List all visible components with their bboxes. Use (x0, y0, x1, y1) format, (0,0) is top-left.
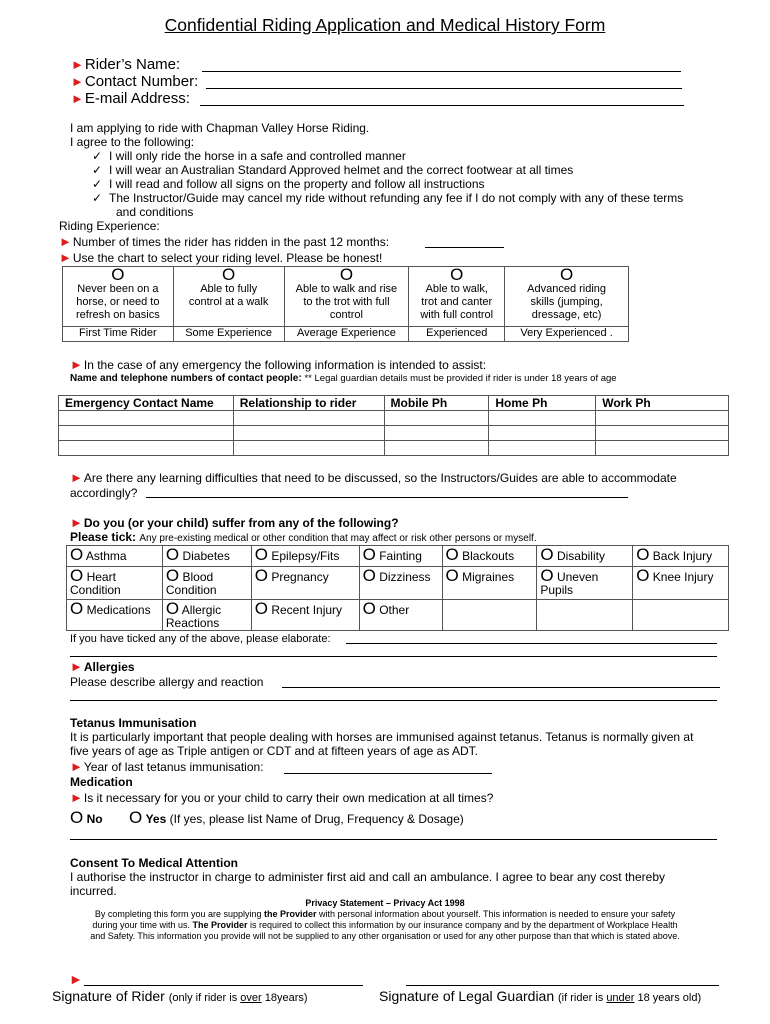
checkbox-circle-icon[interactable]: O (70, 545, 84, 564)
checkbox-circle-icon[interactable]: O (445, 566, 459, 585)
condition-option[interactable]: O Heart Condition (67, 567, 163, 600)
arrow-icon: ► (70, 515, 83, 530)
medication-yes-option[interactable]: O Yes (If yes, please list Name of Drug, Frequency & Dosage) (129, 808, 464, 827)
condition-option[interactable]: O Recent Injury (251, 600, 359, 631)
consent-heading: Consent To Medical Attention (70, 856, 238, 870)
medication-field[interactable] (70, 839, 717, 840)
table-cell[interactable] (489, 441, 596, 456)
check-icon: ✓ (92, 163, 103, 177)
table-cell (633, 600, 729, 631)
radio-circle-icon[interactable]: O (450, 265, 464, 284)
rider-signature-label: Signature of Rider (only if rider is over 18years) (52, 988, 308, 1004)
arrow-icon: ► (59, 250, 72, 265)
check-icon: ✓ (92, 149, 103, 163)
condition-option[interactable]: O Disability (537, 546, 633, 567)
radio-circle-icon[interactable]: O (70, 808, 84, 827)
table-cell[interactable] (233, 441, 384, 456)
level-name: Some Experience (173, 327, 284, 342)
table-cell[interactable] (384, 441, 489, 456)
rider-name-field[interactable] (202, 71, 681, 72)
level-option[interactable]: O Never been on a horse, or need to refresh on basics (63, 267, 174, 327)
radio-circle-icon[interactable]: O (111, 265, 125, 284)
condition-option[interactable]: O Allergic Reactions (162, 600, 251, 631)
checkbox-circle-icon[interactable]: O (70, 599, 84, 618)
checkbox-circle-icon[interactable]: O (254, 566, 268, 585)
agreement-item: ✓ I will wear an Australian Standard Approved helmet and the correct footwear at all times (92, 163, 574, 177)
agreement-item-continued: and conditions (116, 205, 194, 219)
table-cell (442, 600, 537, 631)
checkbox-circle-icon[interactable]: O (636, 566, 650, 585)
riding-experience-heading: Riding Experience: (59, 219, 160, 233)
checkbox-circle-icon[interactable]: O (540, 545, 554, 564)
table-cell[interactable] (596, 426, 729, 441)
allergy-field-line-2[interactable] (70, 700, 717, 701)
elaborate-field[interactable] (346, 643, 717, 644)
radio-circle-icon[interactable]: O (129, 808, 143, 827)
tetanus-heading: Tetanus Immunisation (70, 716, 197, 730)
guardian-signature-label: Signature of Legal Guardian (if rider is under 18 years old) (379, 988, 702, 1004)
medication-heading: Medication (70, 775, 133, 789)
column-header: Work Ph (596, 396, 729, 411)
condition-option[interactable]: O Epilepsy/Fits (251, 546, 359, 567)
rider-name-label: ►Rider’s Name: (71, 56, 181, 73)
check-icon: ✓ (92, 177, 103, 191)
arrow-icon: ► (70, 470, 83, 485)
arrow-icon: ► (71, 57, 84, 72)
radio-circle-icon[interactable]: O (559, 265, 574, 284)
condition-option[interactable]: O Dizziness (359, 567, 442, 600)
table-cell[interactable] (384, 411, 489, 426)
column-header: Relationship to rider (233, 396, 384, 411)
level-name: Very Experienced . (505, 327, 629, 342)
condition-option[interactable]: O Back Injury (633, 546, 729, 567)
conditions-heading: ►Do you (or your child) suffer from any of the following? (70, 515, 399, 530)
arrow-icon: ► (70, 790, 83, 805)
level-name: First Time Rider (63, 327, 174, 342)
radio-circle-icon[interactable]: O (222, 265, 236, 284)
condition-option[interactable]: O Uneven Pupils (537, 567, 633, 600)
learning-question: ►Are there any learning difficulties that need to be discussed, so the Instructors/Guides are able to accommodate (70, 470, 677, 485)
consent-paragraph: I authorise the instructor in charge to administer first aid and call an ambulance. I agree to bear any cost thereby (70, 870, 665, 884)
riding-level-table (62, 266, 629, 342)
checkbox-circle-icon[interactable]: O (165, 545, 180, 564)
table-cell[interactable] (59, 426, 234, 441)
level-option[interactable]: O Able to walk, trot and canter with full control (409, 267, 505, 327)
emergency-contact-table (58, 395, 729, 456)
privacy-text: By completing this form you are supplying the Provider with personal information about yourself. This information is needed to ensure your safety (94, 909, 676, 919)
table-cell[interactable] (233, 426, 384, 441)
arrow-icon: ► (71, 91, 84, 106)
learning-answer-field[interactable] (146, 497, 628, 498)
table-cell[interactable] (489, 411, 596, 426)
table-cell[interactable] (59, 441, 234, 456)
privacy-text: during your time with us. The Provider is required to collect this information by our insurance company and by the department of Workplace Health (92, 920, 678, 930)
table-cell[interactable] (59, 411, 234, 426)
check-icon: ✓ (92, 191, 103, 205)
checkbox-circle-icon[interactable]: O (540, 566, 554, 585)
condition-option[interactable]: O Asthma (67, 546, 163, 567)
condition-option[interactable]: O Other (359, 600, 442, 631)
condition-option[interactable]: O Pregnancy (251, 567, 359, 600)
condition-option[interactable]: O Blackouts (442, 546, 537, 567)
arrow-icon: ► (69, 971, 83, 987)
conditions-table (66, 545, 729, 631)
agreement-agree: I agree to the following: (70, 135, 195, 149)
level-name: Average Experience (284, 327, 409, 342)
arrow-icon: ► (70, 357, 83, 372)
allergy-prompt: Please describe allergy and reaction (70, 675, 264, 689)
times-ridden-field[interactable] (425, 247, 504, 248)
guardian-signature-field[interactable] (406, 985, 719, 986)
table-cell[interactable] (233, 411, 384, 426)
arrow-icon: ► (59, 234, 72, 249)
elaborate-field-line-2[interactable] (70, 656, 717, 657)
condition-option[interactable]: O Diabetes (162, 546, 251, 567)
table-row (59, 426, 729, 441)
checkbox-circle-icon[interactable]: O (636, 545, 650, 564)
privacy-heading: Privacy Statement – Privacy Act 1998 (305, 898, 465, 908)
checkbox-circle-icon[interactable]: O (362, 599, 376, 618)
level-name: Experienced (409, 327, 505, 342)
condition-option[interactable]: O Migraines (442, 567, 537, 600)
contact-number-label: ►Contact Number: (71, 73, 199, 90)
agreement-item: ✓ I will read and follow all signs on the property and follow all instructions (92, 177, 485, 191)
chart-instruction: ►Use the chart to select your riding level. Please be honest! (59, 250, 383, 265)
checkbox-circle-icon[interactable]: O (165, 599, 180, 618)
condition-option[interactable]: O Medications (67, 600, 163, 631)
level-option[interactable]: O Able to walk and rise to the trot with full control (284, 267, 409, 327)
table-cell[interactable] (596, 441, 729, 456)
tetanus-year-label: ►Year of last tetanus immunisation: (70, 759, 264, 774)
tetanus-paragraph: It is particularly important that people dealing with horses are immunised against tetanus. Tetanus is normally given at (70, 730, 694, 744)
checkbox-circle-icon[interactable]: O (165, 566, 180, 585)
emergency-intro: ►In the case of any emergency the following information is intended to assist: (70, 357, 487, 372)
checkbox-circle-icon[interactable]: O (70, 566, 84, 585)
arrow-icon: ► (70, 659, 83, 674)
learning-question-continued: accordingly? (70, 486, 138, 500)
tetanus-year-field[interactable] (284, 773, 492, 774)
checkbox-circle-icon[interactable]: O (254, 599, 268, 618)
table-cell[interactable] (596, 411, 729, 426)
table-row (59, 441, 729, 456)
medication-question: ►Is it necessary for you or your child to carry their own medication at all times? (70, 790, 494, 805)
privacy-text: and Safety. This information you provide will not be supplied to any other organisation or used for any other purpose than that which is stated above. (90, 931, 680, 941)
checkbox-circle-icon[interactable]: O (362, 545, 376, 564)
tetanus-paragraph-continued: five years of age as Triple antigen or CDT and at fifteen years of age as ADT. (70, 744, 478, 758)
agreement-item: ✓ The Instructor/Guide may cancel my ride without refunding any fee if I do not comply with any of these terms (92, 191, 684, 205)
rider-signature-field[interactable] (84, 985, 363, 986)
radio-circle-icon[interactable]: O (339, 265, 354, 284)
email-field[interactable] (200, 105, 684, 106)
checkbox-circle-icon[interactable]: O (362, 566, 376, 585)
elaborate-label: If you have ticked any of the above, please elaborate: (70, 633, 331, 645)
emergency-contacts-note: Name and telephone numbers of contact people: ** Legal guardian details must be provided if rider is under 18 years of age (70, 373, 617, 384)
table-cell[interactable] (384, 426, 489, 441)
agreement-intro: I am applying to ride with Chapman Valley Horse Riding. (70, 121, 370, 135)
column-header: Home Ph (489, 396, 596, 411)
arrow-icon: ► (71, 74, 84, 89)
level-option[interactable]: O Advanced riding skills (jumping, dressage, etc) (505, 267, 629, 327)
column-header: Mobile Ph (384, 396, 489, 411)
condition-option[interactable]: O Knee Injury (633, 567, 729, 600)
table-row (59, 411, 729, 426)
consent-paragraph-continued: incurred. (70, 884, 117, 898)
table-cell[interactable] (489, 426, 596, 441)
form-title: Confidential Riding Application and Medical History Form (164, 15, 606, 35)
agreement-item: ✓ I will only ride the horse in a safe and controlled manner (92, 149, 406, 163)
arrow-icon: ► (70, 759, 83, 774)
checkbox-circle-icon[interactable]: O (254, 545, 268, 564)
contact-number-field[interactable] (206, 88, 682, 89)
medication-no-option[interactable]: O No (70, 808, 103, 827)
column-header: Emergency Contact Name (59, 396, 234, 411)
tick-instruction: Please tick: Any pre-existing medical or other condition that may affect or risk other persons or myself. (70, 530, 537, 544)
email-label: ►E-mail Address: (71, 90, 190, 107)
checkbox-circle-icon[interactable]: O (445, 545, 459, 564)
condition-option[interactable]: O Fainting (359, 546, 442, 567)
condition-option[interactable]: O Blood Condition (162, 567, 251, 600)
allergy-field[interactable] (282, 687, 720, 688)
table-cell (537, 600, 633, 631)
allergies-heading: ►Allergies (70, 659, 135, 674)
times-ridden-label: ►Number of times the rider has ridden in the past 12 months: (59, 234, 390, 249)
level-option[interactable]: O Able to fully control at a walk (173, 267, 284, 327)
